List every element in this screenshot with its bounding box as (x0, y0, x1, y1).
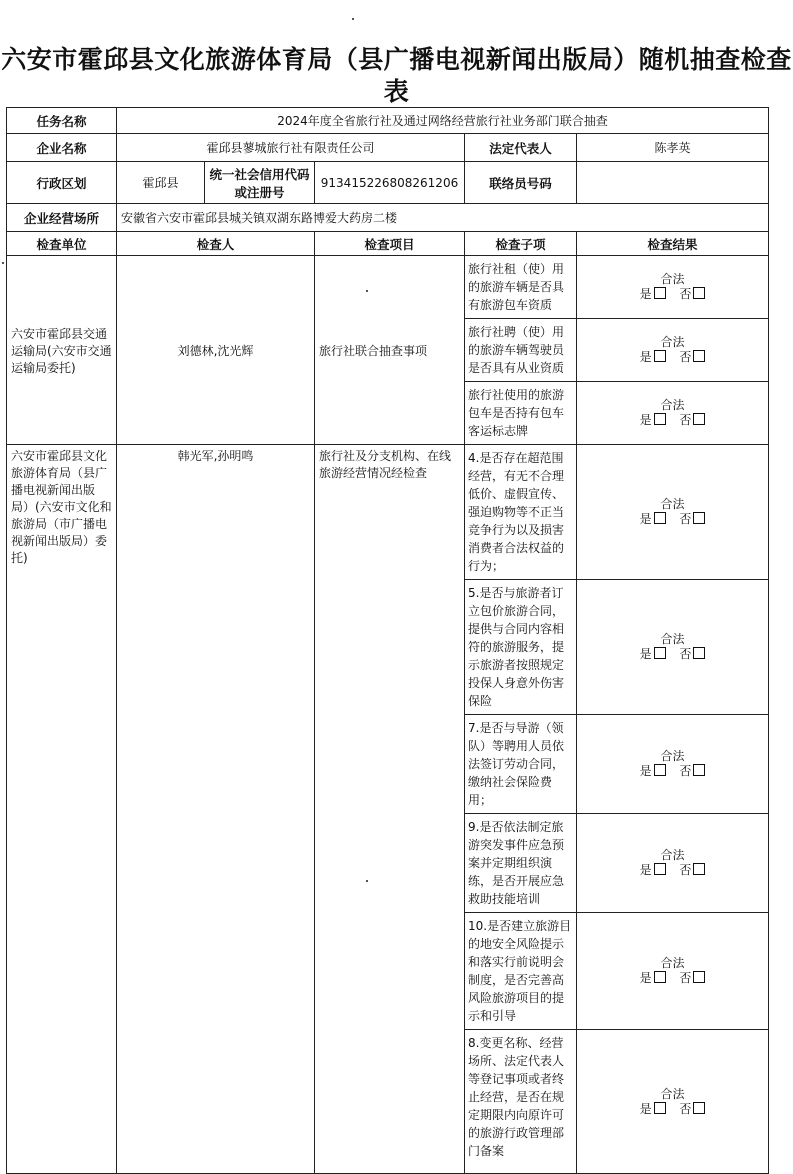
legal-label: 合法 (660, 1086, 685, 1101)
yes-label: 是 (639, 971, 652, 985)
check-item: 旅行社及分支机构、在线旅游经营情况经检查 (315, 445, 465, 1174)
inspector-header: 检查人 (117, 232, 315, 256)
no-checkbox[interactable] (693, 287, 705, 299)
company-name-label: 企业名称 (7, 134, 117, 162)
check-unit: 六安市霍邱县文化旅游体育局（县广播电视新闻出版局）(六安市文化和旅游局（市广播电视新闻出版局）委托) (7, 445, 117, 1174)
inspector-names: 韩光军,孙明鸣 (117, 445, 315, 1174)
address-row (7, 204, 769, 232)
no-checkbox[interactable] (693, 512, 705, 524)
header-row (7, 232, 769, 256)
legal-label: 合法 (660, 335, 685, 349)
yes-checkbox[interactable] (654, 647, 666, 659)
contact-no-label: 联络员号码 (465, 162, 577, 204)
check-unit: 六安市霍邱县交通运输局(六安市交通运输局委托) (7, 256, 117, 445)
sub-item: 旅行社使用的旅游包车是否持有包车客运标志牌 (465, 382, 577, 445)
check-item: 旅行社联合抽查事项 (315, 256, 465, 445)
company-name-value: 霍邱县蓼城旅行社有限责任公司 (117, 134, 465, 162)
yes-label: 是 (639, 287, 652, 301)
no-label: 否 (679, 287, 692, 301)
yes-label: 是 (639, 350, 652, 364)
item-header: 检查项目 (315, 232, 465, 256)
result-cell (577, 814, 769, 913)
legal-label: 合法 (660, 398, 685, 412)
unit-header: 检查单位 (7, 232, 117, 256)
region-row (7, 162, 769, 204)
inspector-names: 刘德林,沈光辉 (117, 256, 315, 445)
legal-label: 合法 (660, 848, 685, 862)
no-label: 否 (679, 1101, 692, 1116)
admin-region-label: 行政区划 (7, 162, 117, 204)
result-cell (577, 580, 769, 715)
result-cell (577, 319, 769, 382)
yes-checkbox[interactable] (654, 350, 666, 362)
task-name-label: 任务名称 (7, 108, 117, 134)
scan-speck (352, 18, 354, 20)
scan-speck (2, 262, 4, 264)
legal-rep-value: 陈孝英 (577, 134, 769, 162)
credit-code-label: 统一社会信用代码或注册号 (205, 162, 315, 204)
contact-no-value (577, 162, 769, 204)
no-checkbox[interactable] (693, 350, 705, 362)
no-checkbox[interactable] (693, 647, 705, 659)
no-label: 否 (679, 764, 692, 778)
result-cell (577, 445, 769, 580)
sub-item: 4.是否存在超范围经营，有无不合理低价、虚假宣传、强迫购物等不正当竞争行为以及损害消费者合法权益的行为； (465, 445, 577, 580)
sub-item: 旅行社租（使）用的旅游车辆是否具有旅游包车资质 (465, 256, 577, 319)
admin-region-value: 霍邱县 (117, 162, 205, 204)
address-value: 安徽省六安市霍邱县城关镇双湖东路博爱大药房二楼 (117, 204, 769, 232)
yes-label: 是 (639, 863, 652, 877)
inspection-table (6, 107, 769, 1174)
yes-label: 是 (639, 413, 652, 427)
result-cell (577, 256, 769, 319)
yes-checkbox[interactable] (654, 287, 666, 299)
result-header: 检查结果 (577, 232, 769, 256)
task-name-value: 2024年度全省旅行社及通过网络经营旅行社业务部门联合抽查 (117, 108, 769, 134)
result-cell (577, 715, 769, 814)
yes-checkbox[interactable] (654, 413, 666, 425)
page-title: 六安市霍邱县文化旅游体育局（县广播电视新闻出版局）随机抽查检查表 (1, 45, 792, 106)
legal-rep-label: 法定代表人 (465, 134, 577, 162)
no-checkbox[interactable] (693, 413, 705, 425)
no-checkbox[interactable] (693, 971, 705, 983)
sub-item: 9.是否依法制定旅游突发事件应急预案并定期组织演练，是否开展应急救助技能培训 (465, 814, 577, 913)
legal-label: 合法 (660, 749, 685, 763)
sub-item: 7.是否与导游（领队）等聘用人员依法签订劳动合同，缴纳社会保险费用； (465, 715, 577, 814)
legal-label: 合法 (660, 272, 685, 286)
credit-code-value: 913415226808261206 (315, 162, 465, 204)
sub-item: 8.变更名称、经营场所、法定代表人等登记事项或者终止经营，是否在规定期限内向原许可的旅游行政管理部门备案 (465, 1030, 577, 1174)
no-label: 否 (679, 512, 692, 526)
scan-speck (366, 290, 368, 292)
scan-speck (366, 880, 368, 882)
table-row (7, 256, 769, 319)
sub-item: 10.是否建立旅游目的地安全风险提示和落实行前说明会制度，是否完善高风险旅游项目的提示和引导 (465, 913, 577, 1030)
yes-label: 是 (639, 512, 652, 526)
no-checkbox[interactable] (693, 764, 705, 776)
legal-label: 合法 (660, 956, 685, 970)
task-row (7, 108, 769, 134)
sub-item: 旅行社聘（使）用的旅游车辆驾驶员是否具有从业资质 (465, 319, 577, 382)
sub-item: 5.是否与旅游者订立包价旅游合同，提供与合同内容相符的旅游服务，提示旅游者按照规定投保人身意外伤害保险 (465, 580, 577, 715)
result-cell (577, 382, 769, 445)
yes-label: 是 (639, 647, 652, 661)
table-row (7, 445, 769, 580)
yes-checkbox[interactable] (654, 1102, 666, 1114)
no-checkbox[interactable] (693, 863, 705, 875)
no-label: 否 (679, 350, 692, 364)
yes-checkbox[interactable] (654, 863, 666, 875)
legal-label: 合法 (660, 632, 685, 646)
result-cell (577, 913, 769, 1030)
legal-label: 合法 (660, 497, 685, 511)
company-row (7, 134, 769, 162)
no-checkbox[interactable] (693, 1102, 705, 1114)
no-label: 否 (679, 863, 692, 877)
yes-label: 是 (639, 1101, 652, 1116)
yes-checkbox[interactable] (654, 971, 666, 983)
address-label: 企业经营场所 (7, 204, 117, 232)
yes-label: 是 (639, 764, 652, 778)
yes-checkbox[interactable] (654, 512, 666, 524)
result-cell (577, 1030, 769, 1174)
no-label: 否 (679, 413, 692, 427)
sub-item-header: 检查子项 (465, 232, 577, 256)
no-label: 否 (679, 971, 692, 985)
yes-checkbox[interactable] (654, 764, 666, 776)
no-label: 否 (679, 647, 692, 661)
